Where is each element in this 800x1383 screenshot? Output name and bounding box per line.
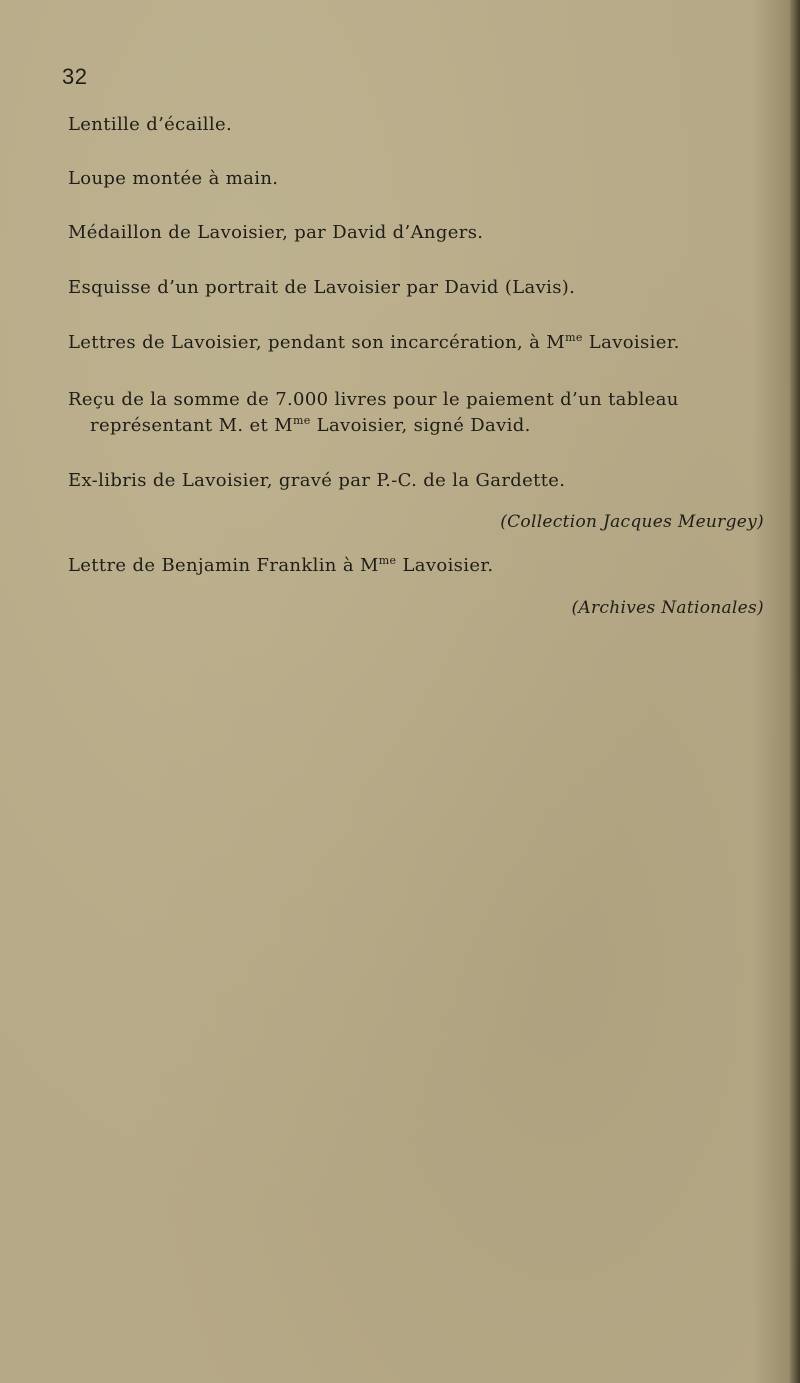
page-edge-shadow (790, 0, 800, 1383)
entry-franklin (68, 555, 493, 576)
entry-recu-line2-text: représentant M. et M (90, 415, 293, 436)
entry-esquisse: Esquisse d’un portrait de Lavoisier par David (Lavis). (68, 277, 576, 298)
entry-medaillon: Médaillon de Lavoisier, par David d’Angers. (68, 222, 484, 243)
entry-lentille: Lentille d’écaille. (68, 114, 233, 135)
entry-franklin-text: Lettre de Benjamin Franklin à M (68, 555, 379, 576)
page-number: 32 (62, 64, 88, 89)
entry-recu-sup: me (292, 414, 311, 427)
entry-lettres (68, 332, 680, 353)
credit-archives: (Archives Nationales) (571, 598, 764, 618)
credit-collection: (Collection Jacques Meurgey) (500, 512, 764, 532)
entry-lettres-end: Lavoisier. (582, 332, 680, 353)
entry-recu-line2 (90, 415, 531, 436)
entry-lettres-sup: me (565, 331, 583, 344)
entry-franklin-sup: me (378, 554, 397, 567)
entry-lettres-text: Lettres de Lavoisier, pendant son incarcération, à M (68, 332, 566, 353)
entry-recu-line2-end: Lavoisier, signé David. (310, 415, 531, 436)
entry-ex-libris: Ex-libris de Lavoisier, gravé par P.-C. de la Gardette. (68, 470, 566, 491)
entry-loupe: Loupe montée à main. (68, 168, 279, 189)
entry-franklin-end: Lavoisier. (396, 555, 494, 576)
entry-recu-line1: Reçu de la somme de 7.000 livres pour le paiement d’un tableau (68, 389, 679, 410)
